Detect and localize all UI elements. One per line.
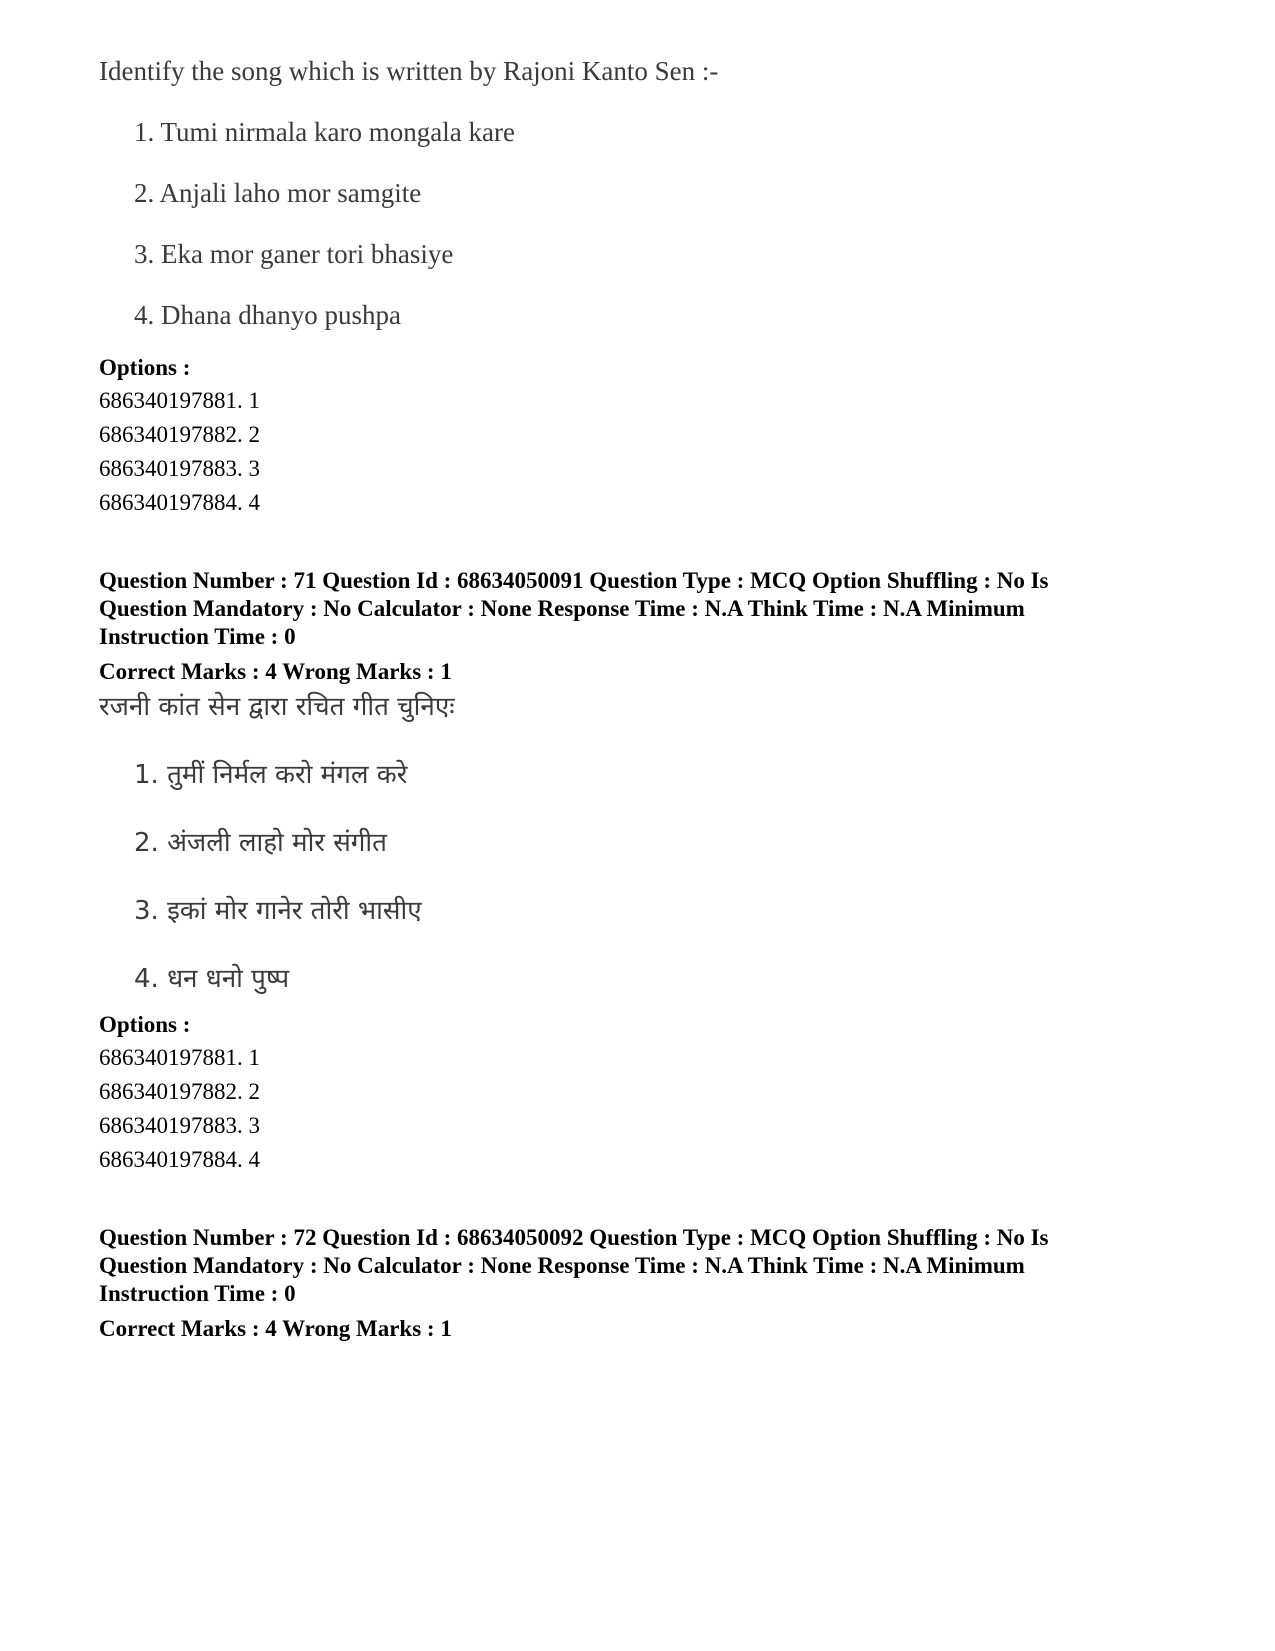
q72-meta-line-1: Question Number : 72 Question Id : 68634050092 Question Type : MCQ Option Shuffling : No Is	[99, 1225, 1049, 1250]
q71-item-2: 2. अंजली लाहो मोर संगीत	[134, 828, 387, 858]
q70-option-4: 686340197884. 4	[99, 490, 260, 515]
q70-item-4: 4. Dhana dhanyo pushpa	[134, 300, 401, 330]
q71-option-2: 686340197882. 2	[99, 1079, 260, 1104]
q70-prompt: Identify the song which is written by Rajoni Kanto Sen :-	[99, 56, 719, 86]
q70-item-2: 2. Anjali laho mor samgite	[134, 178, 422, 208]
q71-options-label: Options :	[99, 1012, 191, 1037]
q70-option-3: 686340197883. 3	[99, 456, 260, 481]
q72-marks: Correct Marks : 4 Wrong Marks : 1	[99, 1316, 452, 1341]
q71-meta-line-1: Question Number : 71 Question Id : 68634050091 Question Type : MCQ Option Shuffling : No Is	[99, 568, 1049, 593]
q71-item-1: 1. तुमीं निर्मल करो मंगल करे	[134, 760, 408, 790]
q71-item-4: 4. धन धनो पुष्प	[134, 964, 290, 994]
q70-option-2: 686340197882. 2	[99, 422, 260, 447]
q71-option-3: 686340197883. 3	[99, 1113, 260, 1138]
q70-item-3: 3. Eka mor ganer tori bhasiye	[134, 239, 454, 269]
q71-prompt: रजनी कांत सेन द्वारा रचित गीत चुनिएः	[99, 692, 455, 722]
q71-item-3: 3. इकां मोर गानेर तोरी भासीए	[134, 896, 422, 926]
q72-meta-line-3: Instruction Time : 0	[99, 1281, 296, 1306]
q71-meta-line-3: Instruction Time : 0	[99, 624, 296, 649]
q70-item-1: 1. Tumi nirmala karo mongala kare	[134, 117, 515, 147]
q71-marks: Correct Marks : 4 Wrong Marks : 1	[99, 659, 452, 684]
q71-meta-line-2: Question Mandatory : No Calculator : None Response Time : N.A Think Time : N.A Minimum	[99, 596, 1025, 621]
q70-options-label: Options :	[99, 355, 191, 380]
q71-option-4: 686340197884. 4	[99, 1147, 260, 1172]
q72-meta-line-2: Question Mandatory : No Calculator : None Response Time : N.A Think Time : N.A Minimum	[99, 1253, 1025, 1278]
q71-option-1: 686340197881. 1	[99, 1045, 260, 1070]
q70-option-1: 686340197881. 1	[99, 388, 260, 413]
